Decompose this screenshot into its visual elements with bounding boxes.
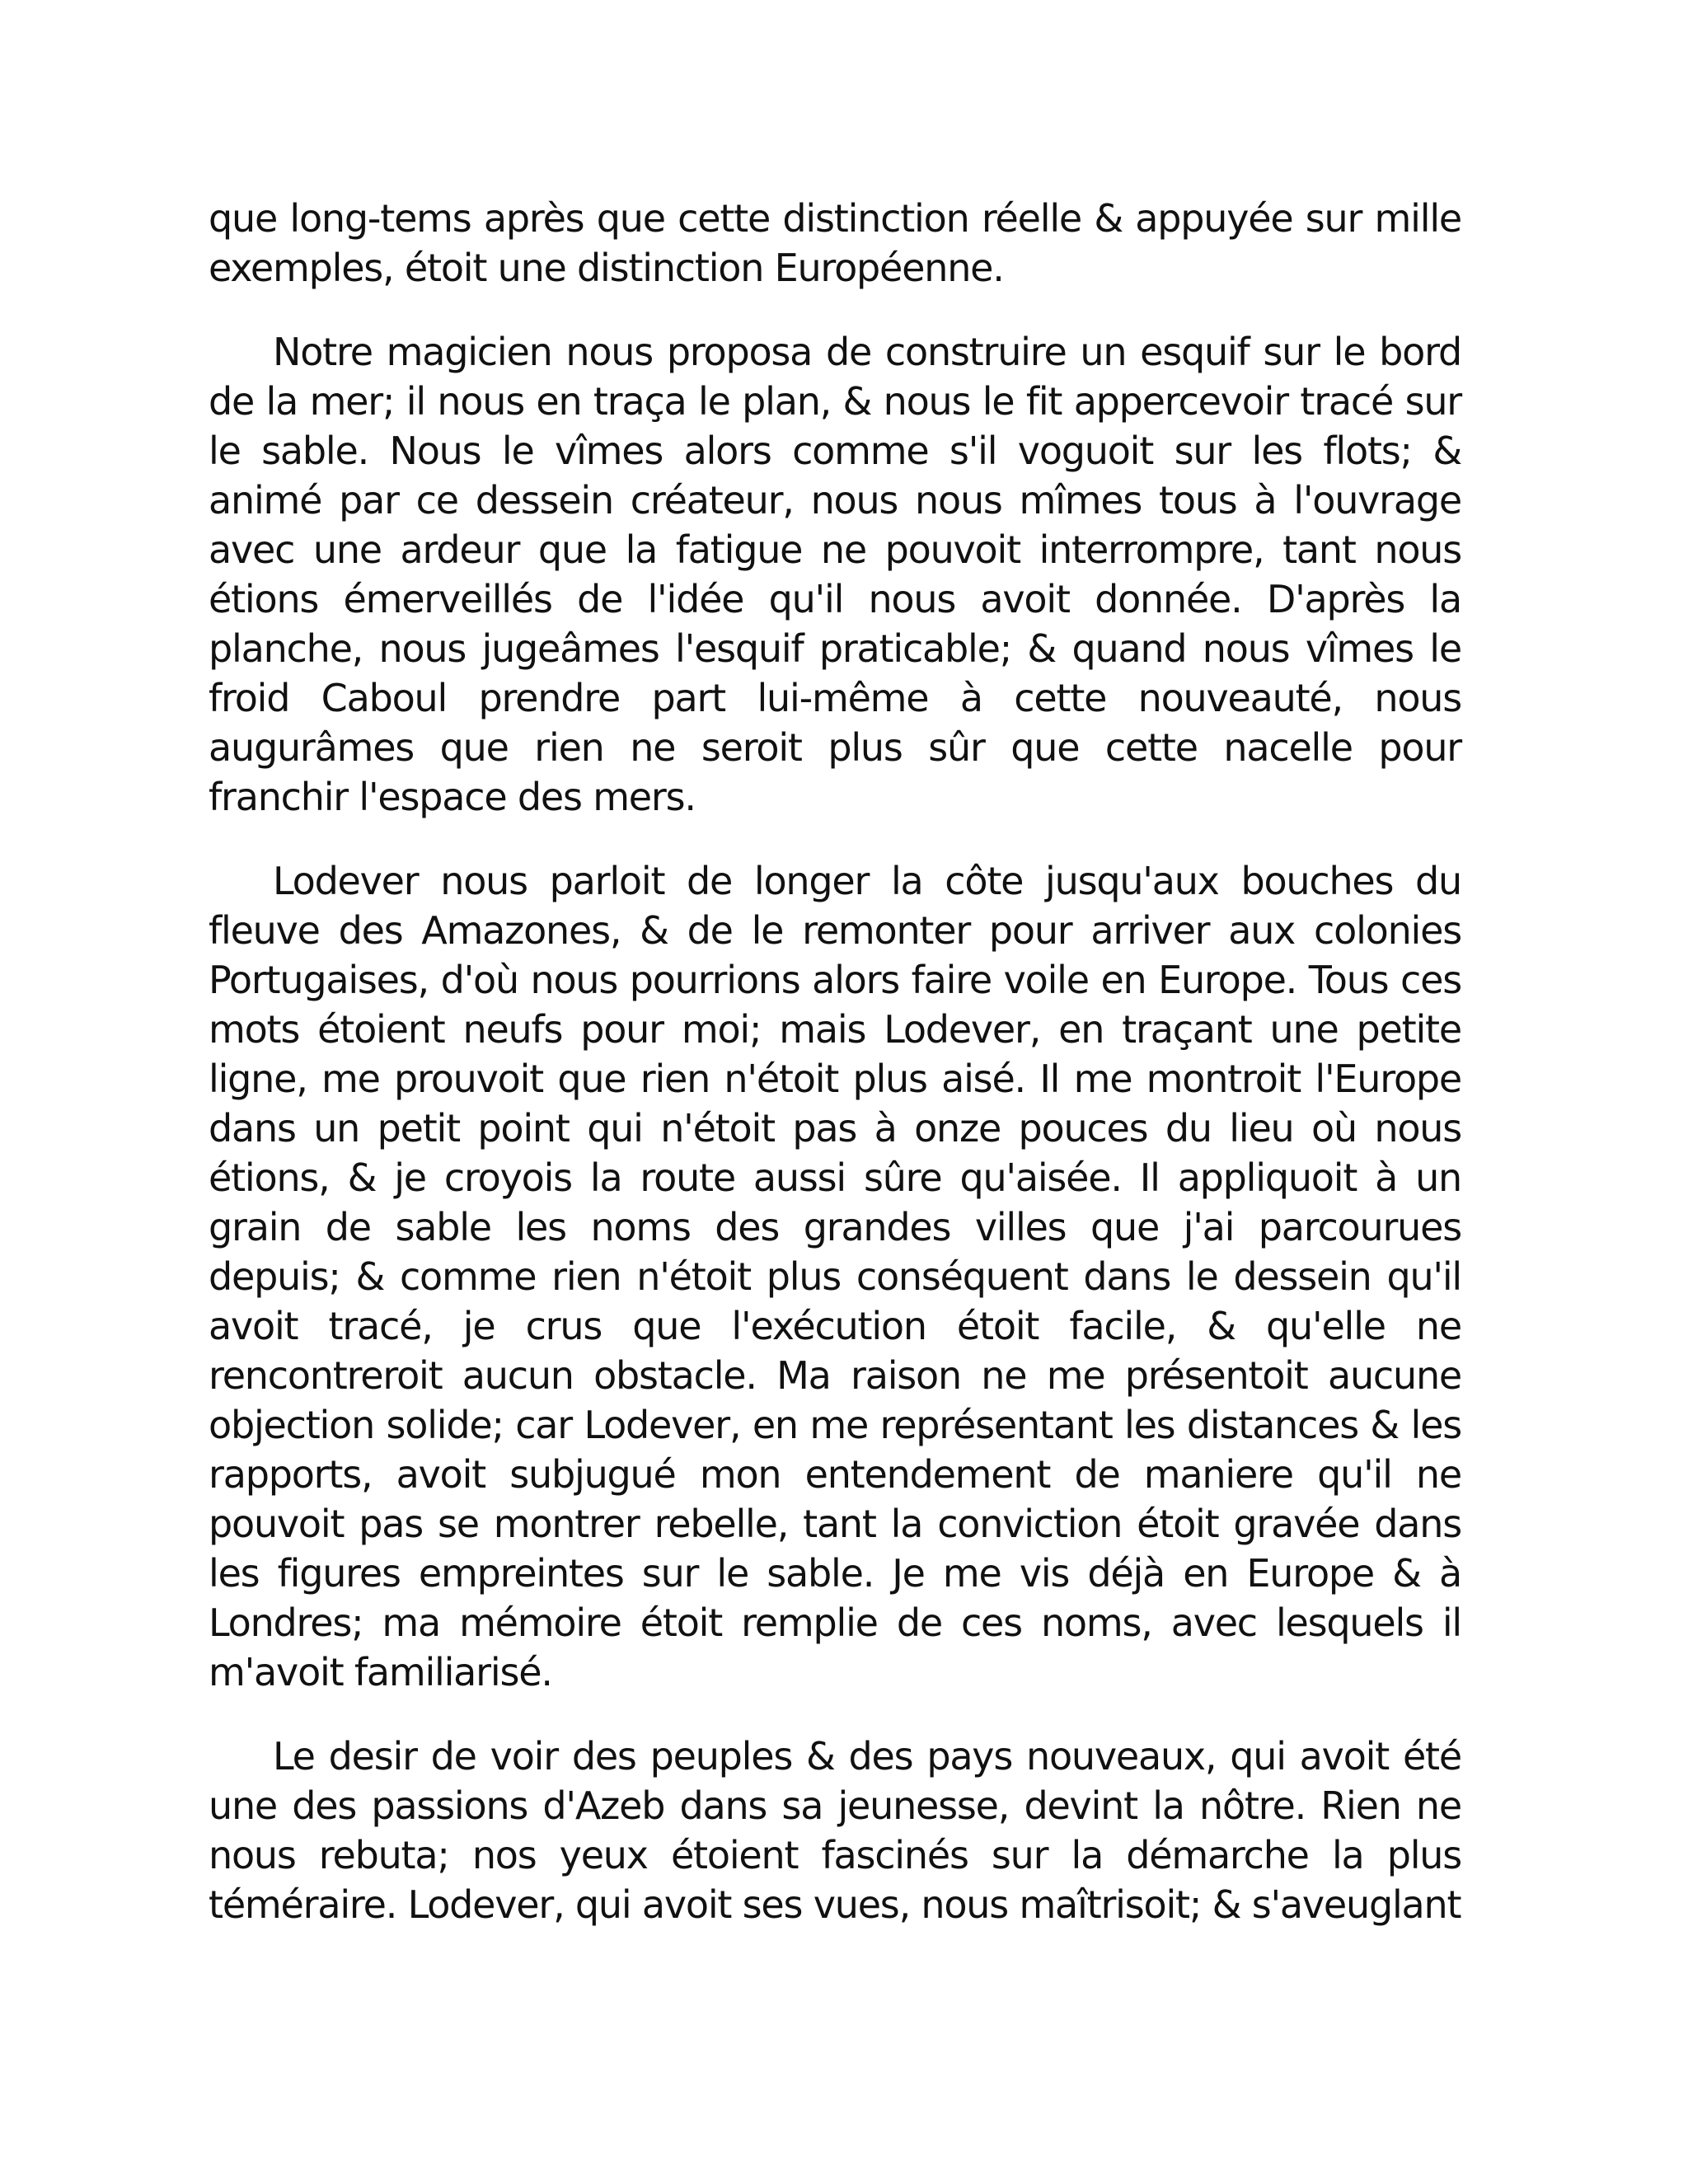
paragraph: Notre magicien nous proposa de construire un esquif sur le bord de la mer; il nous en traça le plan, & nous le fit appercevoir tracé sur le sable. Nous le vîmes alors comme s'il voguoit sur les flots; & animé par ce dessein créateur, nous nous mîmes tous à l'ouvrage avec une ardeur que la fatigue ne pouvoit interrompre, tant nous étions émerveillés de l'idée qu'il nous avoit donnée. D'après la planche, nous jugeâmes l'esquif praticable; & quand nous vîmes le froid Caboul prendre part lui-même à cette nouveauté, nous augurâmes que rien ne seroit plus sûr que cette nacelle pour franchir l'espace des mers. — [209, 330, 1461, 819]
document-page — [209, 194, 1461, 1929]
paragraph: Lodever nous parloit de longer la côte jusqu'aux bouches du fleuve des Amazones, & de le remonter pour arriver aux colonies Portugaises, d'où nous pourrions alors faire voile en Europe. Tous ces mots étoient neufs pour moi; mais Lodever, en traçant une petite ligne, me prouvoit que rien n'étoit plus aisé. Il me montroit l'Europe dans un petit point qui n'étoit pas à onze pouces du lieu où nous étions, & je croyois la route aussi sûre qu'aisée. Il appliquoit à un grain de sable les noms des grandes villes que j'ai parcourues depuis; & comme rien n'étoit plus conséquent dans le dessein qu'il avoit tracé, je crus que l'exécution étoit facile, & qu'elle ne rencontreroit aucun obstacle. Ma raison ne me présentoit aucune objection solide; car Lodever, en me représentant les distances & les rapports, avoit subjugué mon entendement de maniere qu'il ne pouvoit pas se montrer rebelle, tant la conviction étoit gravée dans les figures empreintes sur le sable. Je me vis déjà en Europe & à Londres; ma mémoire étoit remplie de ces noms, avec lesquels il m'avoit familiarisé. — [209, 859, 1461, 1694]
paragraph-continuation: que long-tems après que cette distinction réelle & appuyée sur mille exemples, étoit une distinction Européenne. — [209, 196, 1461, 290]
paragraph: Le desir de voir des peuples & des pays nouveaux, qui avoit été une des passions d'Azeb dans sa jeunesse, devint la nôtre. Rien ne nous rebuta; nos yeux étoient fascinés sur la démarche la plus téméraire. Lodever, qui avoit ses vues, nous maîtrisoit; & s'aveuglant — [209, 1734, 1461, 1927]
